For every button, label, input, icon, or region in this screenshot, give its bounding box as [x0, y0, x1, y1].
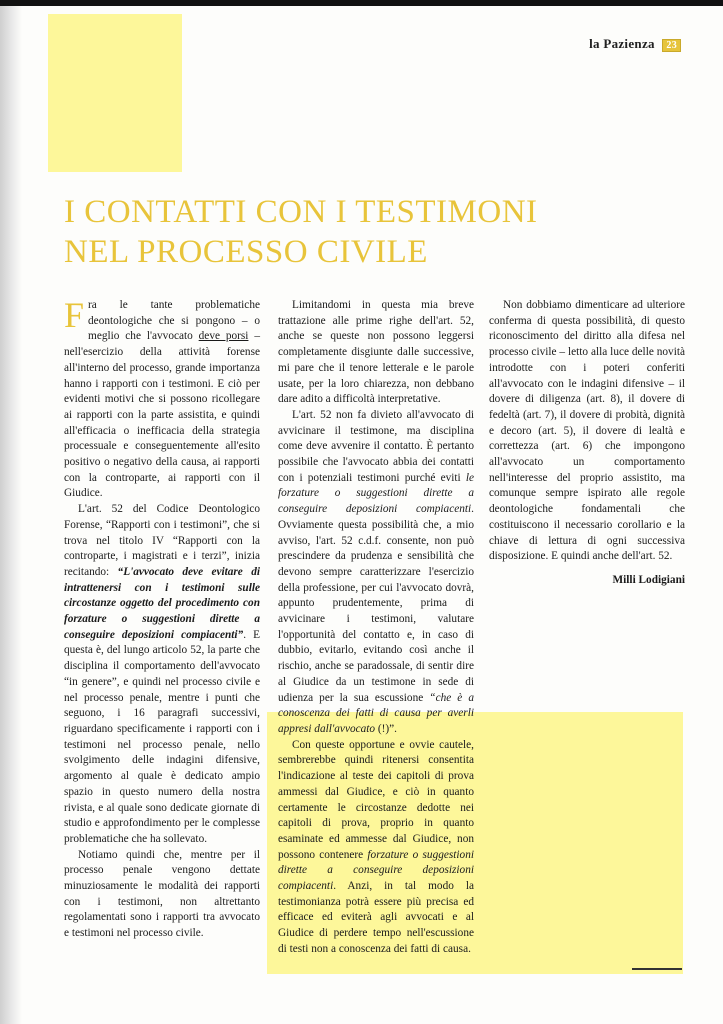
paragraph-intro: Fra le tante problematiche deontologiche che si pongono – o meglio che l'avvocato deve porsi – nell'esercizio della attività forense all'interno del processo, grande importanza hanno i rapporti con i testimoni. E ciò per evidenti motivi che si possono ricollegare ai rapporti con la parte assistita, e quindi all'efficacia o inefficacia della strategia processuale e conseguentemente all'esito positivo o negativo della causa, ai rapporti con la controparte, ai rapporti con il Giudice.	[64, 295, 260, 500]
article-column-3	[489, 298, 685, 589]
drop-cap: F	[64, 295, 85, 335]
magazine-name: la Pazienza	[589, 36, 655, 51]
running-header	[589, 36, 681, 52]
page-binding-shadow	[0, 6, 22, 1024]
paragraph: Con queste opportune e ovvie cautele, sembrerebbe quindi ritenersi consentita l'indicazione al teste dei capitoli di prova ammessi dal Giudice, e ciò in quanto certamente le circostanze dedotte nei capitoli di prova, proprio in quanto esaminate ed ammesse dal Giudice, non possono contenere forzature o suggestioni dirette a conseguire deposizioni compiacenti. Anzi, in tal modo la testimonianza potrà essere più precisa ed efficace ed eviterà agli avvocati e al Giudice di perdere tempo nell'escussione di testi non a conoscenza dei fatti di causa.	[278, 738, 474, 955]
paragraph: L'art. 52 non fa divieto all'avvocato di avvicinare il testimone, ma disciplina come deve avvenire il contatto. È pertanto possibile che l'avvocato abbia dei contatti con i potenziali testimoni purché eviti le forzature o suggestioni dirette a conseguire deposizioni compiacenti. Ovviamente questa possibilità che, a mio avviso, l'art. 52 c.d.f. consente, non può prescindere da prudenza e sensibilità che devono sempre caratterizzare l'esercizio della professione, per cui l'avvocato dovrà, appunto prudentemente, prima di avvicinare i testimoni, valutare l'opportunità del contatto e, in caso di dubbio, evitarlo, evitando così anche il rischio, anche se paradossale, di sentir dire al Giudice da un testimone in sede di udienza per la sua escussione “che è a conoscenza dei fatti di causa per averli appresi dall'avvocato (!)”.	[278, 408, 474, 735]
paragraph: Notiamo quindi che, mentre per il processo penale vengono dettate minuziosamente le modalità dei rapporti con i testimoni, non altrettanto regolamentati sono i rapporti tra avvocato e testimoni nel processo civile.	[64, 848, 260, 940]
top-edge-bar	[0, 0, 723, 6]
article-title: I CONTATTI CON I TESTIMONI NEL PROCESSO CIVILE	[64, 194, 538, 270]
paragraph: L'art. 52 del Codice Deontologico Forense, “Rapporti con i testimoni”, che si trova nel titolo IV “Rapporti con la controparte, i magistrati e i terzi”, inizia recitando: “L'avvocato deve evitare di intrattenersi con i testimoni sulle circostanze oggetto del procedimento con forzature o suggestioni dirette a conseguire deposizioni compiacenti”. E questa è, del lungo articolo 52, la parte che disciplina il comportamento dell'avvocato “in genere”, e quindi nel processo civile e nel processo penale, mentre i punti che seguono, i 16 paragrafi successivi, riguardano specificamente i rapporti con i testimoni nel processo penale, nello svolgimento delle indagini difensive, argomento al quale è dedicato ampio spazio in questo numero della nostra rivista, e al quale sono dedicate giornate di studio e approfondimento per le complesse problematiche che ha sollevato.	[64, 503, 260, 845]
article-column-2	[278, 298, 474, 958]
quoted-article-text: “L'avvocato deve evitare di intrattenersi con i testimoni sulle circostanze oggetto del procedimento con forzature o suggestioni dirette a conseguire deposizioni compiacenti”	[64, 565, 260, 641]
author-signature: Milli Lodigiani	[612, 573, 685, 586]
paragraph: Limitandomi in questa mia breve trattazione alle prime righe dell'art. 52, anche se queste non possono leggersi completamente disgiunte dalle successive, mi pare che il tenore letterale e le parole usate, per la loro chiarezza, non debbano dare adito a difficoltà interpretative.	[278, 299, 474, 406]
decorative-yellow-block-top	[48, 14, 182, 172]
page-number: 23	[662, 39, 681, 52]
paragraph: Non dobbiamo dimenticare ad ulteriore conferma di questa possibilità, di questo riconoscimento del diritto alla difesa nel processo civile – letto alla luce delle novità introdotte con i poteri conferiti all'avvocato con le indagini difensive – il dovere di diligenza (art. 8), il dovere di fedeltà (art. 7), il dovere di probità, dignità e decoro (art. 5), il dovere di lealtà e correttezza (art. 6) che impongono all'avvocato un comportamento nell'interesse del proprio assistito, ma comunque sempre ispirato alle regole deontologiche fondamentali che costituiscono il necessario corollario e la chiave di lettura di ogni successiva disposizione. E quindi anche dell'art. 52.	[489, 299, 685, 563]
bottom-rule	[632, 968, 682, 970]
article-column-1	[64, 295, 260, 942]
